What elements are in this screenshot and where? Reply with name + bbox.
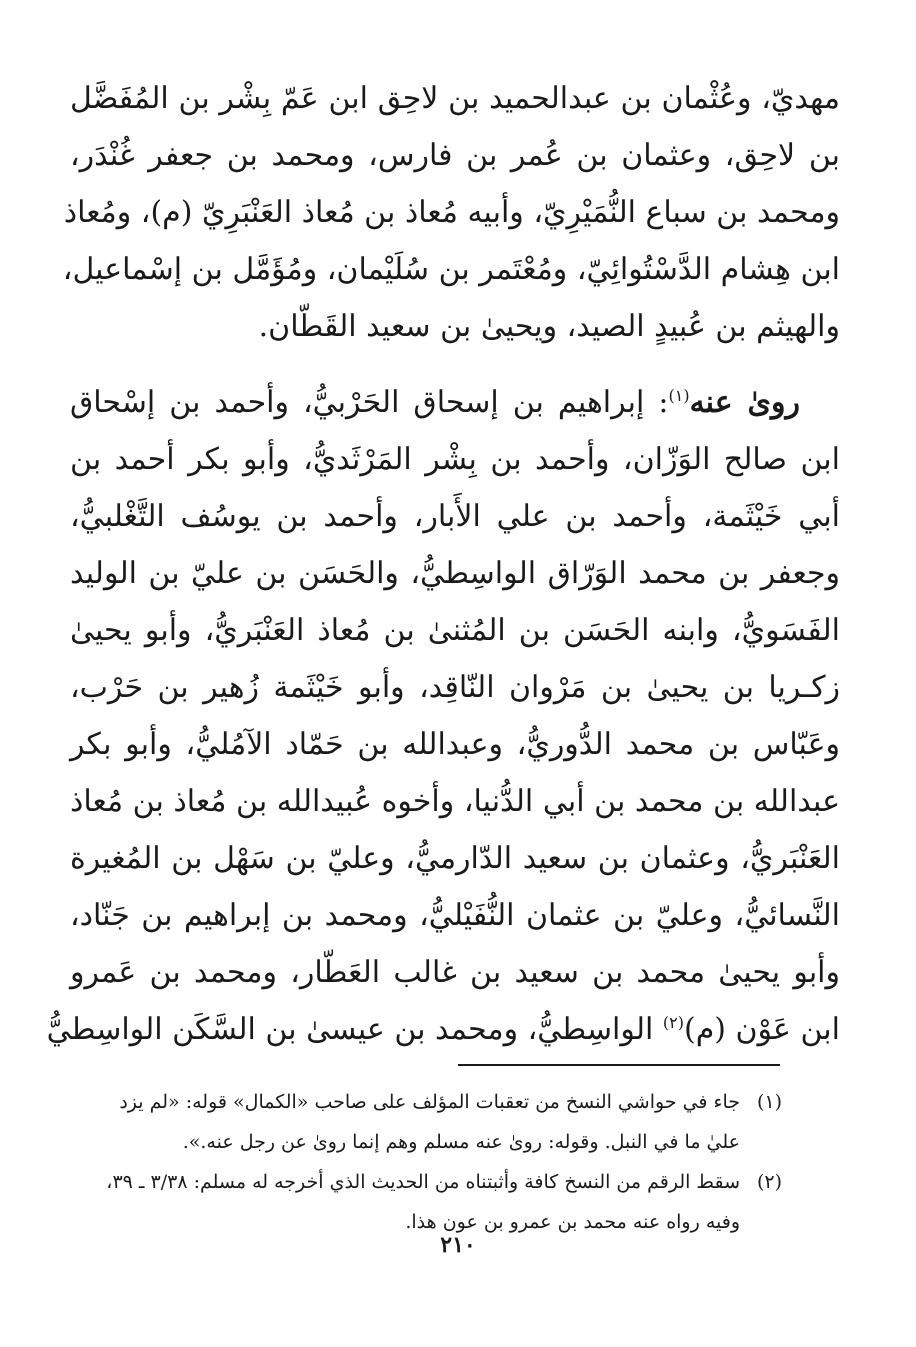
text-line: ابن صالح الوَزّان، وأحمد بن بِشْر المَرْثَديُّ، وأبو بكر أحمد بن: [70, 442, 840, 477]
footnote-1-continued: [80, 1122, 782, 1162]
text-line: وعَبّاس بن محمد الدُّوريُّ، وعبدالله بن حَمّاد الآمُليُّ، وأبو بكر: [70, 727, 840, 762]
footnote-text: عليٰ ما في النبل. وقوله: رویٰ عنه مسلم وهم إنما رویٰ عن رجل عنه.».: [182, 1131, 740, 1153]
footnote-number: (٢): [756, 1171, 782, 1193]
footnote-number: (١): [756, 1091, 782, 1113]
text-line: والهيثم بن عُبيدٍ الصيد، ويحيىٰ بن سعيد القَطّان.: [258, 309, 840, 344]
text-line: العَنْبَريُّ، وعثمان بن سعيد الدّارميُّ، وعليّ بن سَهْل بن المُغيرة: [70, 841, 840, 876]
text-run: الواسِطيُّ، ومحمد بن عيسىٰ بن السَّكَن الواسِطيُّ: [46, 1012, 663, 1047]
footnote-text: وفيه رواه عنه محمد بن عمرو بن عون هذا.: [405, 1211, 740, 1233]
page-number: ٢١٠: [440, 1232, 476, 1258]
text-line: مهديّ، وعُثْمان بن عبدالحميد بن لاحِق ابن عَمّ بِشْر بن المُفَضَّل: [70, 81, 840, 116]
footnote-1: [80, 1082, 782, 1122]
text-line: ومحمد بن سباع النُّمَيْرِيّ، وأبيه مُعاذ بن مُعاذ العَنْبَرِيّ (م)، ومُعاذ: [63, 195, 840, 230]
footnote-text: جاء في حواشي النسخ من تعقبات المؤلف على صاحب «الكمال» قوله: «لم يزد: [119, 1091, 740, 1113]
footnotes: [80, 1082, 782, 1242]
text-run: : إبراهيم بن إسحاق الحَرْبيُّ، وأحمد بن إسْحاق: [70, 385, 669, 420]
footnote-separator: [458, 1064, 780, 1066]
text-line: ابن هِشام الدَّسْتُوائِيّ، ومُعْتَمر بن سُلَيْمان، ومُؤَمَّل بن إسْماعيل،: [62, 252, 840, 287]
text-line: أبي خَيْثَمة، وأحمد بن علي الأَبار، وأحمد بن يوسُف التَّغْلبيُّ،: [70, 499, 840, 534]
main-text: [46, 70, 840, 1058]
text-run: ابن عَوْن (م): [683, 1012, 840, 1047]
section-heading: رویٰ عنه: [689, 385, 801, 420]
paragraph-teachers: [62, 70, 840, 355]
text-line: عبدالله بن محمد بن أبي الدُّنيا، وأخوه عُبيدالله بن مُعاذ بن مُعاذ: [70, 784, 840, 819]
text-line: بن لاحِق، وعثمان بن عُمر بن فارس، ومحمد بن جعفر غُنْدَر،: [70, 138, 840, 173]
footnote-2: [80, 1162, 782, 1202]
text-line: وأبو يحيىٰ محمد بن سعيد بن غالب العَطّار، ومحمد بن عَمرو: [70, 955, 840, 990]
text-line: وجعفر بن محمد الوَرّاق الواسِطيُّ، والحَسَن بن عليّ بن الوليد: [70, 556, 840, 591]
footnote-ref: (١): [668, 386, 690, 405]
text-line: [70, 374, 840, 431]
text-line: الفَسَويُّ، وابنه الحَسَن بن المُثنىٰ بن مُعاذ العَنْبَريُّ، وأبو يحيىٰ: [70, 613, 840, 648]
text-line: زكـريا بن يحيىٰ بن مَرْوان النّاقِد، وأبو خَيْثَمة زُهير بن حَرْب،: [70, 670, 840, 705]
text-line: النَّسائيُّ، وعليّ بن عثمان النُّفَيْليُّ، ومحمد بن إبراهيم بن جَنّاد،: [70, 898, 840, 933]
text-line: [46, 1001, 840, 1058]
footnote-ref: (٢): [662, 1013, 684, 1032]
paragraph-students: [46, 374, 840, 1058]
footnote-text: سقط الرقم من النسخ كافة وأثبتناه من الحديث الذي أخرجه له مسلم: ٣/٣٨ ـ ٣٩،: [106, 1171, 740, 1193]
